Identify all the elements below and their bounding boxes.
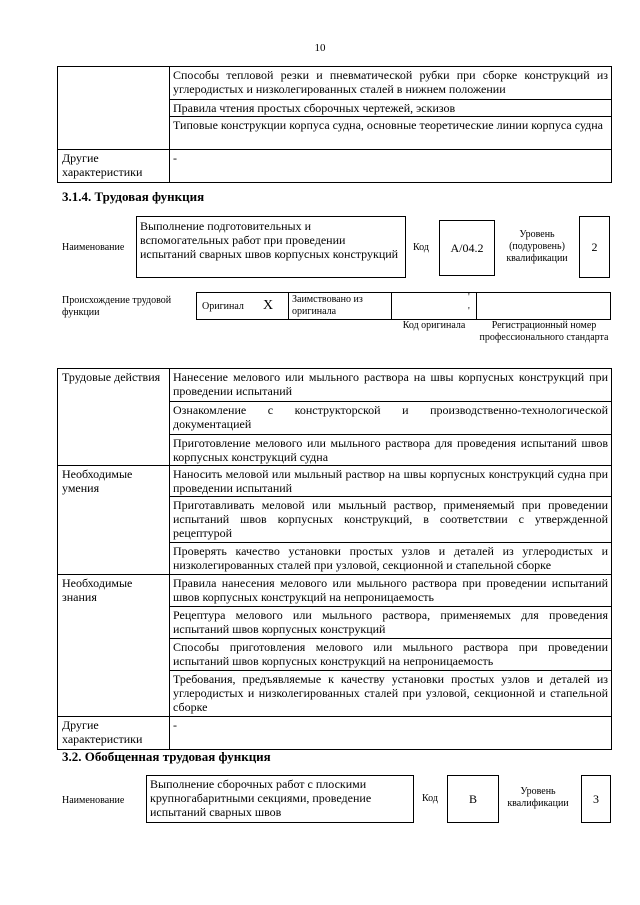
table-row: Требования, предъявляемые к качеству установки простых узлов и деталей из углеродистых и низколегированных сталей при узловой, секционной и стапельной сборке — [170, 671, 612, 717]
code-value: A/04.2 — [450, 241, 484, 255]
table-row: Приготавливать меловой или мыльный раствор, применяемый при проведении испытаний швов корпусных конструкций, в соответствии с утвержденной рецептурой — [170, 497, 612, 543]
knowledge-table-continuation — [57, 66, 612, 183]
table-row: Рецептура мелового или мыльного раствора, применяемых для проведения испытаний швов корпусных конструкций — [170, 607, 612, 639]
table-row: Нанесение мелового или мыльного раствора на швы корпусных конструкций при проведении испытаний — [170, 369, 612, 402]
generalized-function-name-box — [146, 775, 414, 823]
empty-label-cell — [58, 67, 170, 150]
original-mark: X — [263, 298, 274, 313]
code-label: Код — [422, 793, 438, 804]
tick-top: ' — [468, 292, 470, 303]
required-knowledge-label: Необходимые знания — [58, 575, 170, 717]
table-row: Проверять качество установки простых узлов и деталей из углеродистых и низколегированных сталей при узловой, секционной и стапельной сборке — [170, 543, 612, 575]
labor-actions-label: Трудовые действия — [58, 369, 170, 466]
name-label: Наименование — [62, 795, 125, 806]
table-row: Наносить меловой или мыльный раствор на швы корпусных конструкций судна при проведении испытаний — [170, 466, 612, 497]
table-row: Способы приготовления мелового или мыльного раствора при проведении испытаний швов корпусных конструкций на непроницаемость — [170, 639, 612, 671]
section-heading-3-1-4: 3.1.4. Трудовая функция — [62, 189, 205, 204]
other-characteristics-value: - — [170, 150, 612, 183]
table-row: Способы тепловой резки и пневматической рубки при сборке конструкций из углеродистых и низколегированных сталей в нижнем положении — [170, 67, 612, 100]
reg-number-caption: Регистрационный номер профессионального стандарта — [479, 320, 609, 343]
level-box — [579, 216, 610, 278]
level-label: Уровень квалификации — [507, 786, 569, 809]
function-name-box — [136, 216, 406, 278]
reg-number-cell — [476, 292, 611, 320]
code-value: B — [468, 792, 477, 806]
table-row: Приготовление мелового или мыльного раствора для проведения испытаний швов корпусных конструкций судна — [170, 435, 612, 466]
original-label: Оригинал — [202, 301, 244, 312]
code-box — [439, 220, 495, 276]
other-characteristics-value: - — [170, 717, 612, 750]
level-label: Уровень (подуровень) квалификации — [506, 229, 568, 264]
code-original-caption: Код оригинала — [402, 320, 466, 331]
generalized-function-name-text: Выполнение сборочных работ с плоскими крупногабаритными секциями, проведение испытаний сварных швов — [150, 777, 372, 819]
level-value: 3 — [593, 792, 599, 806]
origin-label: Происхождение трудовой функции — [62, 295, 172, 318]
table-row: Ознакомление с конструкторской и производственно-технологической документацией — [170, 402, 612, 435]
borrowed-label: Заимствовано из оригинала — [292, 294, 363, 317]
other-characteristics-label: Другие характеристики — [58, 150, 170, 183]
table-row: Правила нанесения мелового или мыльного раствора при проведении испытаний швов корпусных конструкций на непроницаемость — [170, 575, 612, 607]
other-characteristics-label: Другие характеристики — [58, 717, 170, 750]
name-label: Наименование — [62, 242, 125, 253]
page-number: 10 — [314, 42, 326, 54]
labor-function-table — [57, 368, 612, 750]
code-box — [447, 775, 499, 823]
function-name-text: Выполнение подготовительных и вспомогательных работ при проведении испытаний сварных швов корпусных конструкций — [140, 219, 399, 261]
table-row: Правила чтения простых сборочных чертежей, эскизов — [170, 100, 612, 117]
original-code-cell — [391, 292, 477, 320]
borrowed-cell — [288, 292, 392, 320]
required-skills-label: Необходимые умения — [58, 466, 170, 575]
original-cell — [196, 292, 289, 320]
code-label: Код — [413, 242, 429, 253]
tick-bottom: ' — [468, 306, 470, 317]
section-heading-3-2: 3.2. Обобщенная трудовая функция — [62, 749, 271, 764]
level-box — [581, 775, 611, 823]
level-value: 2 — [591, 240, 598, 254]
table-row: Типовые конструкции корпуса судна, основные теоретические линии корпуса судна — [170, 117, 612, 150]
